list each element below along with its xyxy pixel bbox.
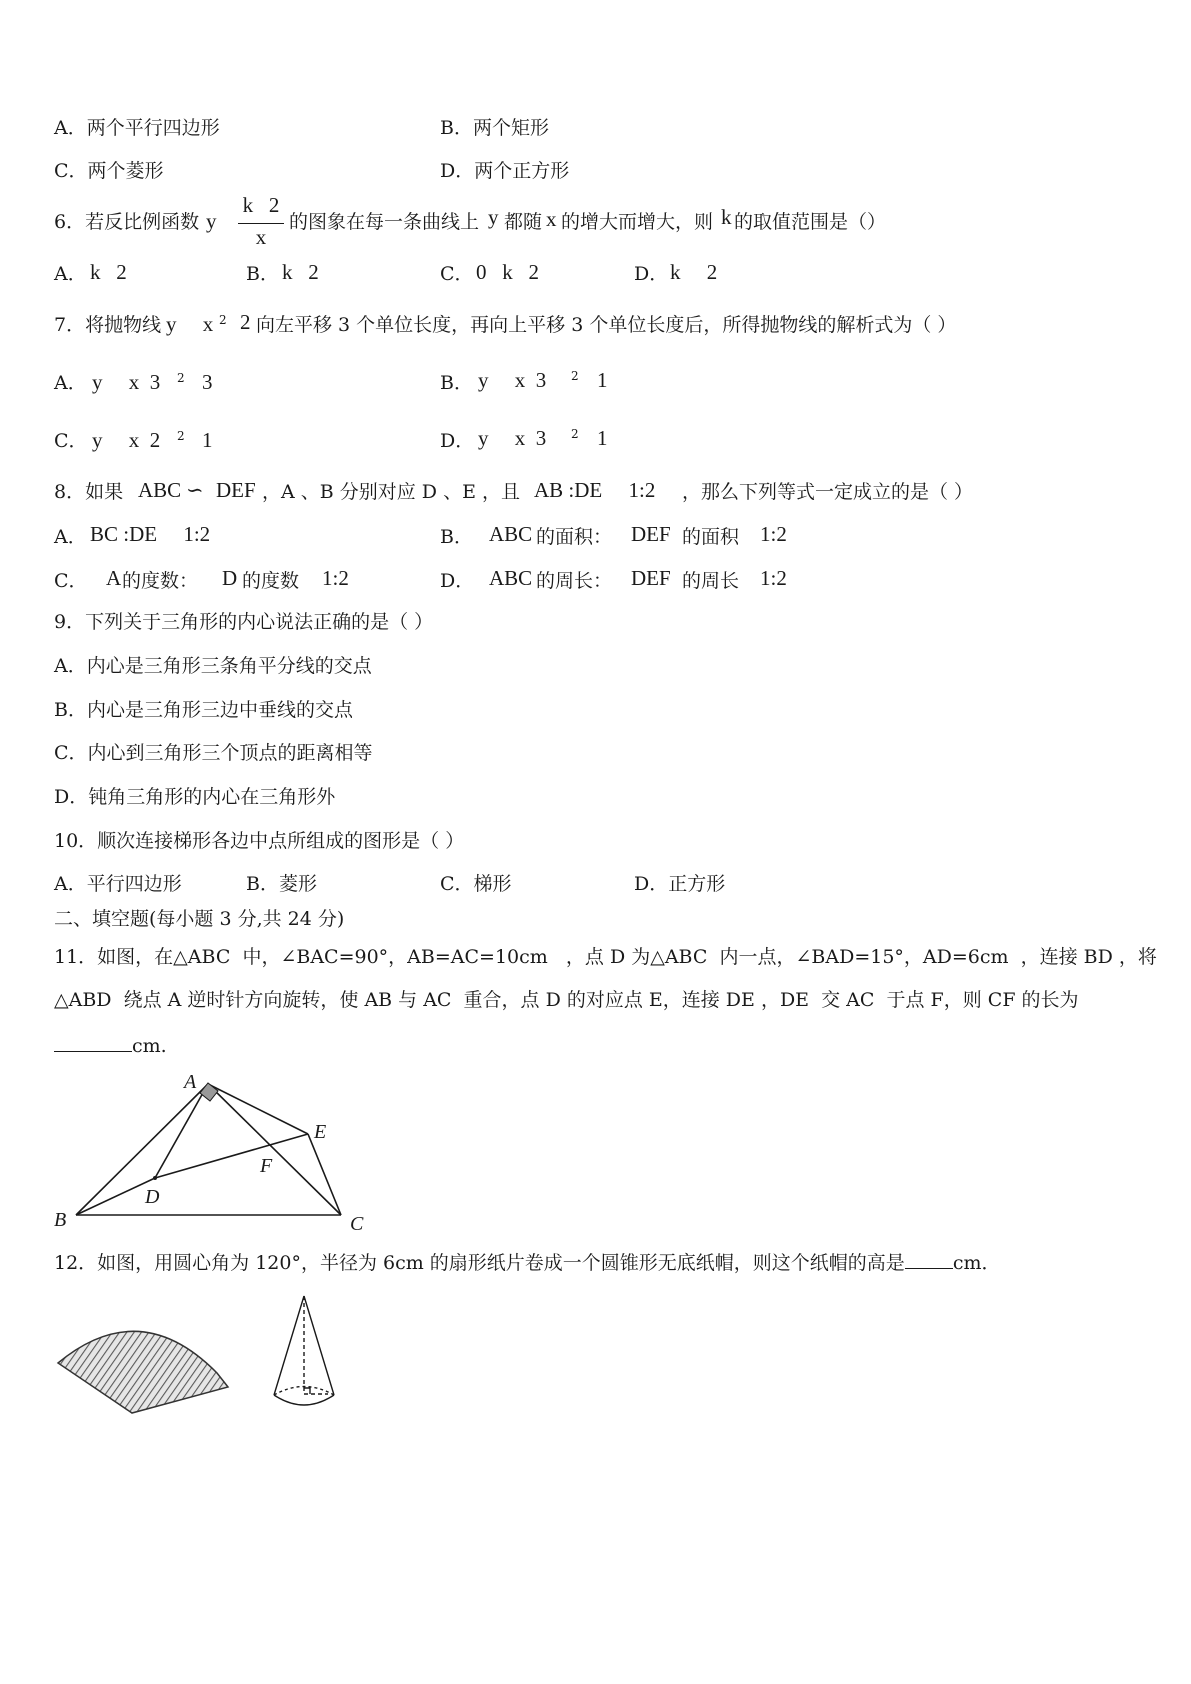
q8-stem-end: ，那么下列等式一定成立的是（ ）	[682, 481, 974, 503]
q6-y: y	[206, 209, 217, 233]
label-b: B	[54, 1209, 67, 1231]
q9-option-d: D．钝角三角形的内心在三角形外	[54, 786, 336, 808]
q12-stem-line	[54, 1254, 1000, 1273]
segment-bd	[76, 1178, 155, 1215]
point-d	[153, 1176, 157, 1180]
segment-ce	[308, 1134, 341, 1215]
q6-option-b-label: B．	[246, 263, 279, 285]
q7-option-b-end: 1	[597, 368, 608, 392]
segment-de	[155, 1134, 308, 1178]
q7-option-d-end: 1	[597, 426, 608, 450]
q6-option-b-expr: k 2	[282, 260, 319, 284]
q6-option-d-label: D．	[634, 263, 669, 285]
q8-ratio: AB :DE 1:2	[534, 478, 656, 502]
q7-expr: y x	[166, 312, 214, 336]
q9-option-a: A．内心是三角形三条角平分线的交点	[54, 655, 372, 677]
cone-right-side	[304, 1296, 334, 1395]
q5-option-d: D．两个正方形	[440, 160, 570, 182]
q6-option-d-expr: k 2	[670, 260, 718, 284]
q8-abc: ABC	[138, 478, 182, 502]
q8-option-c-text2: 的度数	[242, 570, 300, 592]
q6-y2: y	[488, 205, 499, 229]
segment-ac	[208, 1084, 341, 1215]
label-f: F	[260, 1155, 273, 1177]
q7-option-c-sup: 2	[177, 429, 185, 443]
q6-k: k	[721, 205, 732, 229]
q9-option-c: C．内心到三角形三个顶点的距离相等	[54, 742, 373, 764]
q9-option-b: B．内心是三角形三边中垂线的交点	[54, 699, 353, 721]
q8-option-d-label: D．	[440, 570, 475, 592]
q5-option-a: A．两个平行四边形	[54, 117, 220, 139]
q12-unit: cm．	[952, 1252, 1001, 1274]
q6-stem-mid1: 的图象在每一条曲线上	[289, 211, 480, 233]
q7-option-d-sup: 2	[571, 427, 579, 441]
section-heading-fill-blank: 二、填空题(每小题 3 分,共 24 分)	[54, 908, 345, 930]
q6-option-c-expr: 0 k 2	[476, 260, 539, 284]
q12-stem: 12．如图，用圆心角为 120°，半径为 6cm 的扇形纸片卷成一个圆锥形无底纸帽，则这个纸帽的高是	[54, 1252, 905, 1274]
q8-option-a-label: A．	[54, 526, 87, 548]
q8-option-c-text1: 的度数：	[122, 570, 199, 592]
q7-option-c-expr: y x 2	[92, 428, 161, 452]
q8-option-b-abc: ABC	[489, 522, 533, 546]
q8-option-c-ratio: 1:2	[322, 566, 349, 590]
q8-option-b-ratio: 1:2	[760, 522, 787, 546]
q5-option-b: B．两个矩形	[440, 117, 549, 139]
q8-option-a-expr: BC :DE 1:2	[90, 522, 211, 546]
q6-stem-end: 的取值范围是（）	[734, 211, 887, 233]
cone-base-front	[274, 1395, 334, 1405]
q10-stem: 10．顺次连接梯形各边中点所组成的图形是（ ）	[54, 830, 465, 852]
segment-ab	[76, 1084, 208, 1215]
q12-sector-figure	[50, 1305, 240, 1425]
cone-left-side	[274, 1296, 304, 1395]
q8-option-d-abc: ABC	[489, 566, 533, 590]
right-angle-mark	[200, 1083, 218, 1101]
q8-option-c-d: D	[222, 566, 238, 590]
q10-option-c: C．梯形	[440, 873, 512, 895]
q8-option-b-label: B．	[440, 526, 473, 548]
q11-answer	[54, 1037, 167, 1056]
q6-stem-pre: 6．若反比例函数	[54, 211, 200, 233]
q7-sup: 2	[219, 313, 227, 327]
q11-unit: cm.	[132, 1035, 167, 1057]
q9-stem: 9．下列关于三角形的内心说法正确的是（ ）	[54, 611, 434, 633]
q8-option-d-ratio: 1:2	[760, 566, 787, 590]
segment-ae	[208, 1084, 308, 1134]
q8-option-d-def: DEF	[631, 566, 671, 590]
label-d: D	[145, 1186, 160, 1208]
q8-stem-mid: ，A 、B 分别对应 D 、E ，且	[262, 481, 520, 503]
q6-option-a-label: A．	[54, 263, 87, 285]
q7-option-a-sup: 2	[177, 371, 185, 385]
q8-option-d-text1: 的周长：	[536, 570, 613, 592]
q8-option-d-text2: 的周长	[682, 570, 740, 592]
q6-fraction	[234, 195, 288, 251]
q6-option-a-expr: k 2	[90, 260, 127, 284]
q10-option-b: B．菱形	[246, 873, 317, 895]
q11-line2: △ABD 绕点 A 逆时针方向旋转，使 AB 与 AC 重合，点 D 的对应点 E，连接 DE ，DE 交 AC 于点 F，则 CF 的长为	[54, 989, 1079, 1011]
q12-cone-figure	[262, 1290, 352, 1420]
q10-option-d: D．正方形	[634, 873, 726, 895]
q8-stem-pre: 8．如果	[54, 481, 124, 503]
q6-stem-mid2: 都随	[504, 211, 543, 233]
q6-option-c-label: C．	[440, 263, 474, 285]
q12-answer-blank[interactable]	[905, 1268, 953, 1269]
label-a: A	[184, 1071, 197, 1093]
q7-stem-pre: 7．将抛物线	[54, 314, 162, 336]
q5-option-c: C．两个菱形	[54, 160, 164, 182]
q8-option-b-text2: 的面积	[682, 526, 740, 548]
q7-option-c-label: C．	[54, 430, 88, 452]
q7-option-a-end: 3	[202, 370, 213, 394]
q8-option-c-a: A	[106, 566, 122, 590]
q11-answer-blank[interactable]	[54, 1051, 132, 1052]
sector-shape	[58, 1331, 228, 1413]
label-c: C	[350, 1213, 364, 1235]
q6-stem-mid3: 的增大而增大，则	[561, 211, 714, 233]
segment-ad	[155, 1084, 208, 1178]
q11-triangle-figure	[40, 1060, 380, 1240]
q8-similar-symbol: ∽	[186, 478, 204, 502]
q6-fraction-denominator: x	[255, 225, 267, 249]
q10-option-a: A．平行四边形	[54, 873, 182, 895]
q8-option-b-def: DEF	[631, 522, 671, 546]
q7-option-d-expr: y x 3	[478, 426, 547, 450]
q7-option-c-end: 1	[202, 428, 213, 452]
q7-option-a-expr: y x 3	[92, 370, 161, 394]
q8-option-b-text1: 的面积：	[536, 526, 613, 548]
q11-line1: 11．如图，在△ABC 中，∠BAC=90°，AB=AC=10cm ，点 D 为△ABC 内一点，∠BAD=15°，AD=6cm ，连接 BD ，将	[54, 946, 1157, 968]
q8-def: DEF	[216, 478, 256, 502]
q7-option-b-expr: y x 3	[478, 368, 547, 392]
q6-fraction-bar	[238, 223, 284, 224]
cone-right-angle-mark	[304, 1388, 310, 1394]
q6-fraction-numerator: k 2	[242, 193, 280, 217]
q8-option-c-label: C．	[54, 570, 88, 592]
q7-option-b-sup: 2	[571, 369, 579, 383]
q7-expr2: 2	[240, 310, 251, 334]
q6-x: x	[546, 207, 557, 231]
label-e: E	[314, 1121, 327, 1143]
q7-stem-end: 向左平移 3 个单位长度，再向上平移 3 个单位长度后，所得抛物线的解析式为（ ）	[256, 314, 957, 336]
q7-option-b-label: B．	[440, 372, 473, 394]
q7-option-a-label: A．	[54, 372, 87, 394]
q7-option-d-label: D．	[440, 430, 475, 452]
